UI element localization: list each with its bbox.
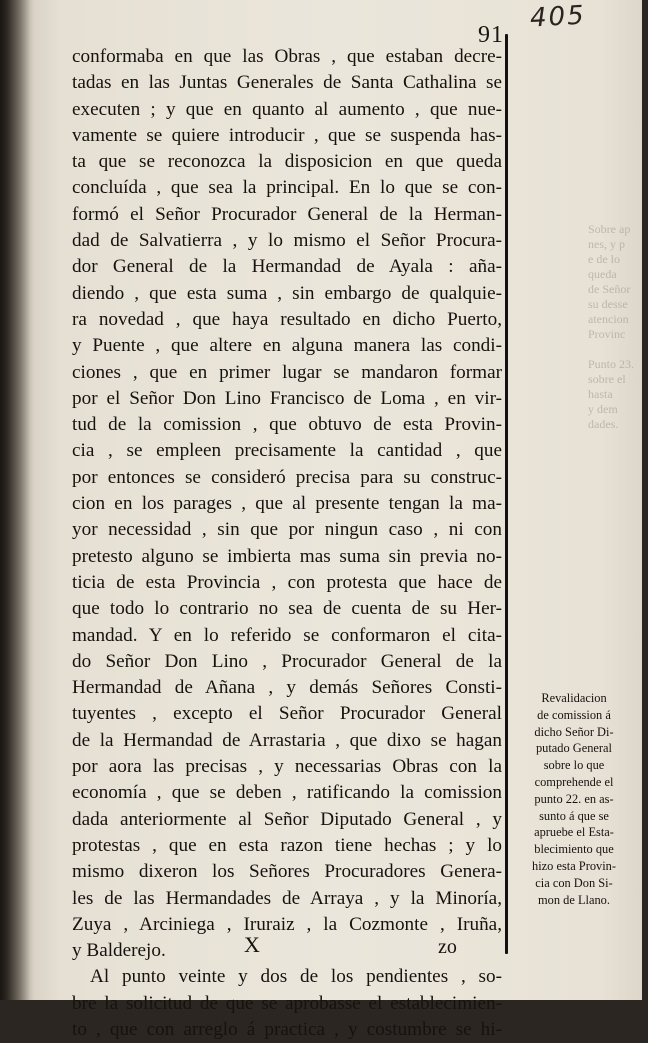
text-line: protestas , que en esta razon tiene hechas ; y lo <box>72 834 502 856</box>
text-line: do Señor Don Lino , Procurador General de la <box>72 650 502 672</box>
bleed-line: e de lo <box>588 252 620 266</box>
text-line: de la Hermandad de Arrastaria , que dixo se hagan <box>72 729 502 751</box>
text-line: y Puente , que altere en alguna manera las condi- <box>72 335 502 357</box>
margin-note-line: putado General <box>535 741 613 756</box>
text-line: dada anteriormente al Señor Diputado General , y <box>72 808 502 830</box>
bleed-line: sobre el <box>588 372 626 386</box>
text-line: diendo , que esta suma , sin embargo de qualquie- <box>72 282 502 304</box>
bleed-line: queda <box>588 267 617 281</box>
margin-note-line: apruebe el Esta- <box>534 825 614 840</box>
text-line: pretesto alguno se imbierta mas suma sin previa no- <box>72 545 502 567</box>
margin-note-line: hizo esta Provin- <box>532 858 616 873</box>
gutter-shadow <box>0 0 30 1000</box>
bleed-line: y dem <box>588 402 618 416</box>
margin-note-line: sobre lo que <box>543 758 605 773</box>
text-line: tud de la comission , que obtuvo de esta Provin- <box>72 414 502 436</box>
margin-note-line: comprehende el <box>534 774 614 789</box>
text-line: yor necessidad , sin que por ningun caso , ni con <box>72 519 502 541</box>
margin-note-line: punto 22. en as- <box>534 791 614 806</box>
bleed-line: Sobre ap <box>588 222 631 236</box>
bleed-through-text <box>588 222 648 432</box>
text-line: les de las Hermandades de Arraya , y la Minoría, <box>72 887 502 909</box>
text-line: mandad. Y en lo referido se conformaron el cita- <box>72 624 502 646</box>
body-text <box>72 44 502 1043</box>
margin-note-line: sunto á que se <box>539 808 609 823</box>
text-line: ta que se reconozca la disposicion en que queda <box>72 151 502 173</box>
margin-note-line: de comission á <box>537 707 611 722</box>
margin-note-line: dicho Señor Di- <box>534 724 614 739</box>
bleed-line: Punto 23. <box>588 357 635 371</box>
text-line: cia , se empleen precisamente la cantidad , que <box>72 440 502 462</box>
margin-note-line: Revalidacion <box>541 691 607 705</box>
text-line: tuyentes , excepto el Señor Procurador General <box>72 703 502 725</box>
text-line: dad de Salvatierra , y lo mismo el Señor Procura- <box>72 230 502 252</box>
bleed-line: dades. <box>588 417 619 431</box>
margin-note-line: cia con Don Si- <box>535 875 613 890</box>
text-line: Zuya , Arciniega , Iruraiz , la Cozmonte , Iruña, <box>72 913 502 935</box>
text-line: ciones , que en primer lugar se mandaron formar <box>72 361 502 383</box>
bleed-line: atencion <box>588 312 629 326</box>
bleed-line: de Señor <box>588 282 631 296</box>
text-line: por el Señor Don Lino Francisco de Loma , en vir- <box>72 387 502 409</box>
text-line: mismo dixeron los Señores Procuradores Genera- <box>72 861 502 883</box>
text-line: y Balderejo. <box>72 940 166 962</box>
bleed-line: Provinc <box>588 327 626 341</box>
text-line: concluída , que sea la principal. En lo que se con- <box>72 177 502 199</box>
text-line: bre la solicitud de que se aprobasse el establecimien- <box>72 992 502 1014</box>
text-line: tadas en las Juntas Generales de Santa Cathalina se <box>72 72 502 94</box>
text-line: to , que con arreglo á practica , y costumbre se hi- <box>72 1018 502 1040</box>
handwritten-folio-number: 405 <box>529 0 587 34</box>
catchword: zo <box>438 936 457 958</box>
text-line: dor General de la Hermandad de Ayala : aña- <box>72 256 502 278</box>
text-line: ticia de esta Provincia , con protesta que hace de <box>72 571 502 593</box>
margin-note <box>512 690 636 908</box>
text-line: por aora las precisas , y necessarias Obras con la <box>72 756 502 778</box>
text-line: por entonces se consideró precisa para su construc- <box>72 466 502 488</box>
text-line: economía , que se deben , ratificando la comission <box>72 782 502 804</box>
bleed-line <box>588 342 648 357</box>
text-line: Al punto veinte y dos de los pendientes , so- <box>90 966 502 988</box>
printed-folio-number: 91 <box>478 22 504 48</box>
text-line: que todo lo contrario no sea de cuenta de su Her- <box>72 598 502 620</box>
text-line: Hermandad de Añana , y demás Señores Consti- <box>72 677 502 699</box>
bleed-line: hasta <box>588 387 613 401</box>
margin-rule <box>505 34 508 954</box>
text-line: conformaba en que las Obras , que estaban decre- <box>72 46 502 67</box>
margin-note-line: mon de Llano. <box>538 892 610 907</box>
bleed-line: nes, y p <box>588 237 625 251</box>
text-line: ra novedad , que haya resultado en dicho Puerto, <box>72 308 502 330</box>
text-line: vamente se quiere introducir , que se suspenda has- <box>72 124 502 146</box>
text-line: cion en los parages , que al presente tengan la ma- <box>72 493 502 515</box>
bleed-line: su desse <box>588 297 628 311</box>
signature-mark: X <box>244 932 260 957</box>
text-line: formó el Señor Procurador General de la Herman- <box>72 203 502 225</box>
text-line: executen ; y que en quanto al aumento , que nue- <box>72 98 502 120</box>
margin-note-line: blecimiento que <box>534 842 614 857</box>
